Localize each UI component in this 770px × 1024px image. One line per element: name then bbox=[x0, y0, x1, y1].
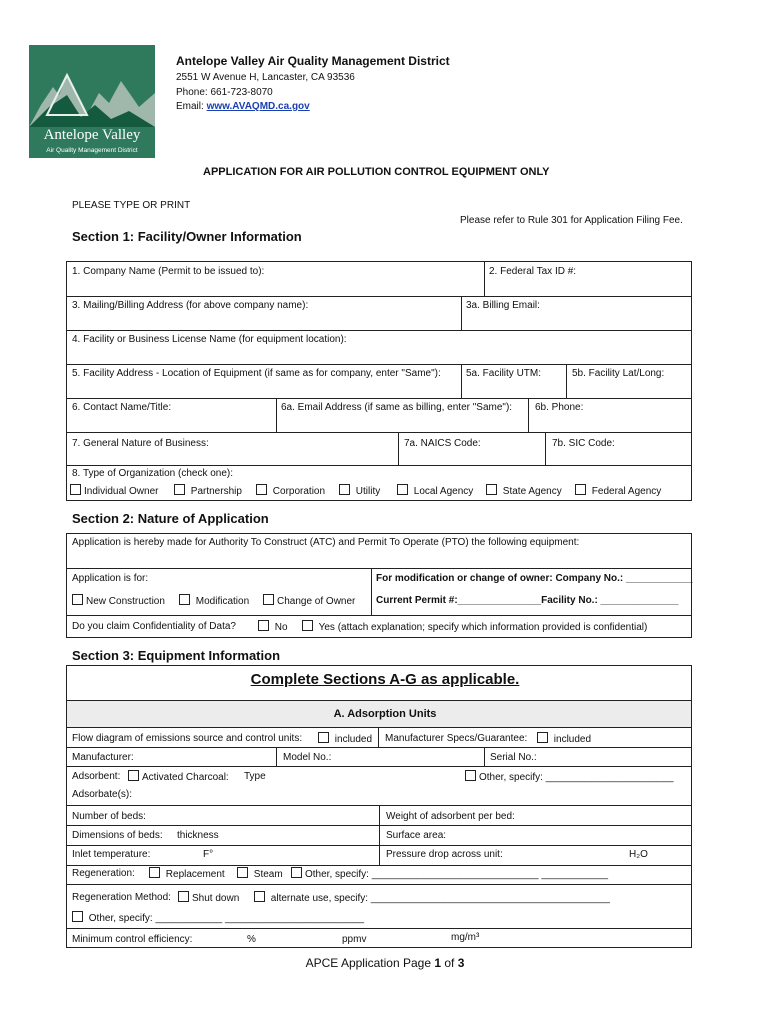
opt-change-owner[interactable] bbox=[263, 594, 355, 607]
mfr-specs-label: Manufacturer Specs/Guarantee: bbox=[385, 733, 528, 744]
option-label: Shut down bbox=[192, 893, 240, 904]
checkbox-icon[interactable] bbox=[256, 484, 267, 495]
district-logo bbox=[29, 45, 155, 158]
pressure-unit: H₂O bbox=[629, 849, 648, 860]
option-label: Steam bbox=[253, 869, 283, 880]
checkbox-icon[interactable] bbox=[575, 484, 586, 495]
regeneration-label: Regeneration: bbox=[72, 868, 135, 879]
adsorbent-charcoal[interactable] bbox=[128, 770, 229, 783]
field-model[interactable]: Model No.: bbox=[283, 752, 332, 763]
field-facility-utm[interactable]: 5a. Facility UTM: bbox=[466, 368, 542, 379]
section-3-heading: Section 3: Equipment Information bbox=[72, 648, 281, 663]
adsorbent-label: Adsorbent: bbox=[72, 771, 121, 782]
section-1-heading: Section 1: Facility/Owner Information bbox=[72, 229, 302, 244]
option-label: Other, specify: ____________ _________________________ bbox=[88, 913, 365, 924]
subsection-a-heading: A. Adsorption Units bbox=[333, 708, 437, 720]
footer-prefix: APCE Application Page bbox=[305, 956, 435, 970]
specs-included[interactable] bbox=[537, 732, 591, 745]
option-label: Change of Owner bbox=[277, 596, 356, 607]
checkbox-icon[interactable] bbox=[178, 891, 189, 902]
org-type-federal-agency[interactable] bbox=[575, 484, 661, 497]
option-label: Replacement bbox=[165, 869, 225, 880]
efficiency-pct-unit: % bbox=[247, 934, 256, 945]
flow-included[interactable] bbox=[318, 732, 372, 745]
field-nature-business[interactable]: 7. General Nature of Business: bbox=[72, 438, 209, 449]
confidential-no[interactable] bbox=[258, 620, 288, 633]
option-label: alternate use, specify: ___________________________________________ bbox=[270, 893, 610, 904]
option-label: included bbox=[553, 734, 592, 745]
org-type-utility[interactable] bbox=[339, 484, 380, 497]
logo-text-sub: Air Quality Management District bbox=[46, 147, 138, 154]
org-type-local-agency[interactable] bbox=[397, 484, 473, 497]
option-label: included bbox=[334, 734, 373, 745]
regen-other[interactable] bbox=[291, 867, 608, 880]
checkbox-icon[interactable] bbox=[72, 594, 83, 605]
opt-new-construction[interactable] bbox=[72, 594, 165, 607]
checkbox-icon[interactable] bbox=[318, 732, 329, 743]
org-address: 2551 W Avenue H, Lancaster, CA 93536 bbox=[176, 72, 355, 83]
adsorbent-other[interactable] bbox=[465, 770, 674, 783]
option-label: New Construction bbox=[86, 596, 165, 607]
org-type-label: Federal Agency bbox=[591, 486, 662, 497]
org-email bbox=[176, 101, 310, 112]
field-org-type-label: 8. Type of Organization (check one): bbox=[72, 468, 234, 479]
field-mailing-address[interactable]: 3. Mailing/Billing Address (for above company name): bbox=[72, 300, 309, 311]
org-type-label: Utility bbox=[355, 486, 381, 497]
modification-owner-line[interactable]: For modification or change of owner: Company No.: ____________ bbox=[376, 573, 693, 584]
form-title: APPLICATION FOR AIR POLLUTION CONTROL EQUIPMENT ONLY bbox=[203, 166, 550, 178]
regen-replacement[interactable] bbox=[149, 867, 225, 880]
field-contact-phone[interactable]: 6b. Phone: bbox=[535, 402, 584, 413]
logo-graphic bbox=[29, 45, 155, 158]
org-type-individual[interactable] bbox=[70, 484, 158, 497]
field-federal-tax-id[interactable]: 2. Federal Tax ID #: bbox=[489, 266, 577, 277]
org-type-label: Corporation bbox=[272, 486, 326, 497]
filing-fee-note: Please refer to Rule 301 for Application Filing Fee. bbox=[460, 215, 683, 226]
field-pressure-drop[interactable]: Pressure drop across unit: bbox=[386, 849, 503, 860]
checkbox-icon[interactable] bbox=[258, 620, 269, 631]
page-total: 3 bbox=[457, 956, 465, 970]
adsorbent-type[interactable]: Type bbox=[244, 771, 266, 782]
checkbox-icon[interactable] bbox=[174, 484, 185, 495]
field-adsorbates[interactable]: Adsorbate(s): bbox=[72, 789, 133, 800]
org-type-label: State Agency bbox=[502, 486, 562, 497]
temp-unit: F° bbox=[203, 849, 214, 860]
checkbox-icon[interactable] bbox=[302, 620, 313, 631]
checkbox-icon[interactable] bbox=[254, 891, 265, 902]
org-type-label: Individual Owner bbox=[84, 486, 159, 497]
checkbox-icon[interactable] bbox=[237, 867, 248, 878]
checkbox-icon[interactable] bbox=[149, 867, 160, 878]
org-type-corporation[interactable] bbox=[256, 484, 325, 497]
org-phone: Phone: 661-723-8070 bbox=[176, 87, 273, 98]
thickness-label: thickness bbox=[177, 830, 219, 841]
application-statement: Application is hereby made for Authority To Construct (ATC) and Permit To Operate (PTO) the following equipment: bbox=[72, 537, 580, 548]
field-contact-email[interactable]: 6a. Email Address (if same as billing, enter "Same"): bbox=[281, 402, 513, 413]
email-link[interactable]: www.AVAQMD.ca.gov bbox=[206, 101, 310, 112]
application-for-label: Application is for: bbox=[72, 573, 149, 584]
section-2-heading: Section 2: Nature of Application bbox=[72, 511, 269, 526]
checkbox-icon[interactable] bbox=[263, 594, 274, 605]
org-name: Antelope Valley Air Quality Management District bbox=[176, 54, 450, 68]
option-label: Yes (attach explanation; specify which information provided is confidential) bbox=[318, 622, 648, 633]
current-permit-line[interactable]: Current Permit #:_______________Facility No.: ______________ bbox=[376, 595, 679, 606]
field-surface-area[interactable]: Surface area: bbox=[386, 830, 447, 841]
field-facility-name[interactable]: 4. Facility or Business License Name (for equipment location): bbox=[72, 334, 347, 345]
field-contact-name[interactable]: 6. Contact Name/Title: bbox=[72, 402, 172, 413]
field-billing-email[interactable]: 3a. Billing Email: bbox=[466, 300, 540, 311]
field-number-beds[interactable]: Number of beds: bbox=[72, 811, 146, 822]
org-type-state-agency[interactable] bbox=[486, 484, 562, 497]
opt-modification[interactable] bbox=[179, 594, 249, 607]
field-facility-latlong[interactable]: 5b. Facility Lat/Long: bbox=[572, 368, 665, 379]
complete-sections-heading: Complete Sections A-G as applicable. bbox=[250, 671, 520, 688]
option-label: Other, specify: ______________________________ ____________ bbox=[305, 869, 609, 880]
field-bed-dimensions[interactable]: Dimensions of beds: bbox=[72, 830, 163, 841]
field-facility-address[interactable]: 5. Facility Address - Location of Equipment (if same as for company, enter "Same"): bbox=[72, 368, 441, 379]
page-footer bbox=[0, 956, 770, 970]
regen-steam[interactable] bbox=[237, 867, 283, 880]
regen-alternate[interactable] bbox=[254, 891, 610, 904]
option-label: Other, specify: _______________________ bbox=[479, 772, 674, 783]
checkbox-icon[interactable] bbox=[128, 770, 139, 781]
efficiency-mgm3-unit: mg/m³ bbox=[451, 932, 480, 943]
field-weight-adsorbent[interactable]: Weight of adsorbent per bed: bbox=[386, 811, 515, 822]
efficiency-ppmv-unit: ppmv bbox=[342, 934, 367, 945]
field-naics[interactable]: 7a. NAICS Code: bbox=[404, 438, 481, 449]
checkbox-icon[interactable] bbox=[291, 867, 302, 878]
field-inlet-temp[interactable]: Inlet temperature: bbox=[72, 849, 151, 860]
checkbox-icon[interactable] bbox=[339, 484, 350, 495]
please-type-note: PLEASE TYPE OR PRINT bbox=[72, 200, 191, 211]
confidential-yes[interactable] bbox=[302, 620, 647, 633]
option-label: Activated Charcoal: bbox=[142, 772, 229, 783]
field-company-name[interactable]: 1. Company Name (Permit to be issued to): bbox=[72, 266, 265, 277]
flow-diagram-label: Flow diagram of emissions source and control units: bbox=[72, 733, 303, 744]
footer-of: of bbox=[441, 956, 458, 970]
checkbox-icon[interactable] bbox=[465, 770, 476, 781]
regen-shutdown[interactable] bbox=[178, 891, 239, 904]
checkbox-icon[interactable] bbox=[179, 594, 190, 605]
field-manufacturer[interactable]: Manufacturer: bbox=[72, 752, 134, 763]
org-type-label: Local Agency bbox=[413, 486, 474, 497]
checkbox-icon[interactable] bbox=[537, 732, 548, 743]
regen-method-label: Regeneration Method: bbox=[72, 892, 171, 903]
checkbox-icon[interactable] bbox=[397, 484, 408, 495]
page-number: 1 bbox=[434, 956, 442, 970]
org-type-label: Partnership bbox=[190, 486, 242, 497]
email-label: Email: bbox=[176, 101, 207, 112]
regen-other-2[interactable] bbox=[72, 911, 364, 924]
field-min-efficiency[interactable]: Minimum control efficiency: bbox=[72, 934, 193, 945]
logo-text-main: Antelope Valley bbox=[43, 127, 141, 143]
confidentiality-question: Do you claim Confidentiality of Data? bbox=[72, 621, 236, 632]
field-serial[interactable]: Serial No.: bbox=[490, 752, 537, 763]
field-sic[interactable]: 7b. SIC Code: bbox=[552, 438, 615, 449]
option-label: No bbox=[274, 622, 288, 633]
checkbox-icon[interactable] bbox=[486, 484, 497, 495]
checkbox-icon[interactable] bbox=[70, 484, 81, 495]
option-label: Modification bbox=[195, 596, 250, 607]
checkbox-icon[interactable] bbox=[72, 911, 83, 922]
org-type-partnership[interactable] bbox=[174, 484, 242, 497]
